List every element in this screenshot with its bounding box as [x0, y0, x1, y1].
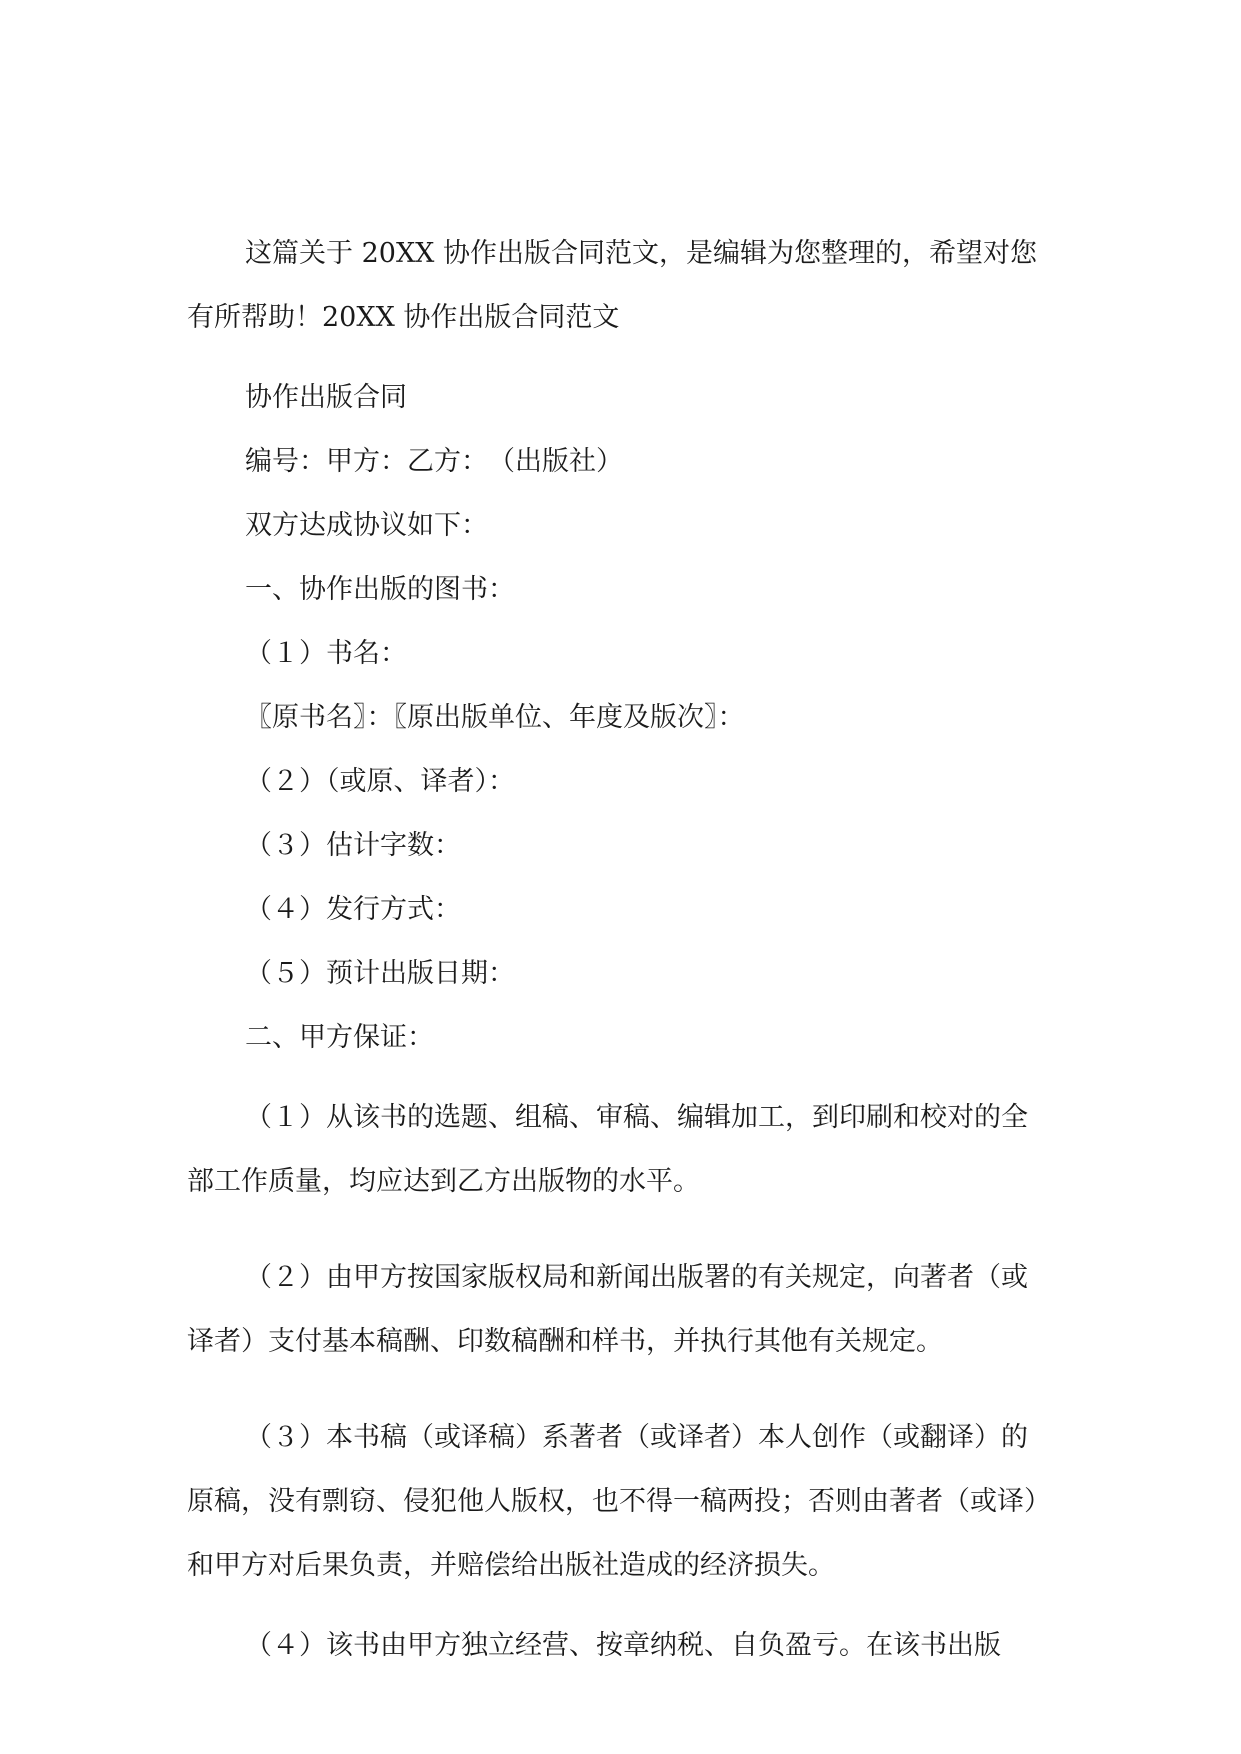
- section-2-heading: 二、甲方保证：: [245, 1022, 434, 1053]
- section-1-item-3: （３）估计字数：: [245, 830, 461, 861]
- section-2-item-1: （１）从该书的选题、组稿、审稿、编辑加工，到印刷和校对的全部工作质量，均应达到乙方出版物的水平。: [187, 1102, 1028, 1197]
- section-2-item-4: （４）该书由甲方独立经营、按章纳税、自负盈亏。在该书出版: [245, 1630, 1001, 1661]
- section-1-item-4: （４）发行方式：: [245, 894, 461, 925]
- section-2-item-3: （３）本书稿（或译稿）系著者（或译者）本人创作（或翻译）的原稿，没有剽窃、侵犯他人版权，也不得一稿两投；否则由著者（或译）和甲方对后果负责，并赔偿给出版社造成的经济损失。: [187, 1422, 1051, 1581]
- section-2-item-2: （２）由甲方按国家版权局和新闻出版署的有关规定，向著者（或译者）支付基本稿酬、印数稿酬和样书，并执行其他有关规定。: [187, 1262, 1028, 1357]
- parties-line: 编号：甲方：乙方： （出版社）: [245, 446, 623, 477]
- agreement-intro: 双方达成协议如下：: [245, 510, 488, 541]
- document-body: [187, 222, 1054, 1694]
- intro-paragraph: 这篇关于 20XX 协作出版合同范文，是编辑为您整理的，希望对您有所帮助！20XX 协作出版合同范文: [187, 238, 1037, 333]
- section-1-heading: 一、协作出版的图书：: [245, 574, 515, 605]
- original-title-line: 〖原书名〗：〖原出版单位、年度及版次〗：: [245, 702, 745, 733]
- section-1-item-5: （５）预计出版日期：: [245, 958, 515, 989]
- contract-title: 协作出版合同: [245, 382, 407, 413]
- section-1-item-2: （２）（或原、译者）：: [245, 766, 515, 797]
- section-1-item-1: （１）书名：: [245, 638, 407, 669]
